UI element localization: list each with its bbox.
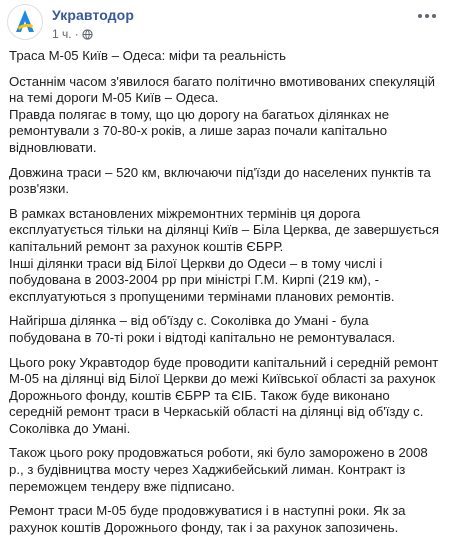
post-paragraph: Ремонт траси М-05 буде продовжуватися і в наступні роки. Як за рахунок коштів Дорожнього фонду, так і за рахунок запозичень. (9, 503, 406, 535)
globe-icon (82, 29, 93, 40)
meta-separator: · (74, 27, 79, 41)
ukravtodor-logo-icon (8, 5, 42, 39)
page-avatar[interactable] (7, 4, 43, 40)
post-timestamp[interactable]: 1 ч. (52, 27, 72, 41)
post-paragraph: Довжина траси – 520 км, включаючи під'їзди до населених пунктів та розв'язки. (9, 164, 431, 197)
post-paragraph: Цього року Укравтодор буде проводити капітальний і середній ремонт М-05 на ділянці від Білої Церкви до межі Київської області за рахунок Дорожнього фонду, коштів ЄБРР та ЄІБ. Також буде виконано середній ремонт траси в Черкаській області на ділянці від об'їзду с. Соколівка до Умані. (9, 354, 439, 436)
page-name-link[interactable]: Укравтодор (52, 7, 134, 23)
more-options-icon[interactable] (415, 8, 439, 24)
post-body (9, 48, 441, 544)
post-paragraph: Найгірша ділянка – від об'їзду с. Соколівка до Умані - була побудована в 70-ті роки і відтоді капітально не ремонтувалася. (9, 313, 396, 345)
post-paragraph: В рамках встановлених міжремонтних термінів ця дорога експлуатується тільки на ділянці Київ – Біла Церква, де завершується капітальний ремонт за рахунок коштів ЄБРР. Інші ділянки траси від Білої Церкви до Одеси – в тому числі і побудована в 2003-2004 рр при міністрі Г.М. Кирпі (219 км), - експлуатуються з пропущеними термінами планових ремонтів. (9, 205, 440, 304)
post-paragraph: Також цього року продовжаться роботи, які було заморожено в 2008 р., з будівництва мосту через Хаджибейський лиман. Контракт із переможцем тендеру вже підписано. (9, 445, 428, 494)
post-header (0, 0, 449, 46)
post-paragraph: Останнім часом з'явилося багато політично вмотивованих спекуляцій на темі дороги М-05 Київ – Одеса. Правда полягає в тому, що цю дорогу на багатьох ділянках не ремонтували з 70-80-х років, а лише зараз почали капітально відновлювати. (9, 73, 436, 155)
post-paragraph-title: Траса М-05 Київ – Одеса: міфи та реальність (9, 48, 286, 63)
post-meta (52, 27, 93, 41)
